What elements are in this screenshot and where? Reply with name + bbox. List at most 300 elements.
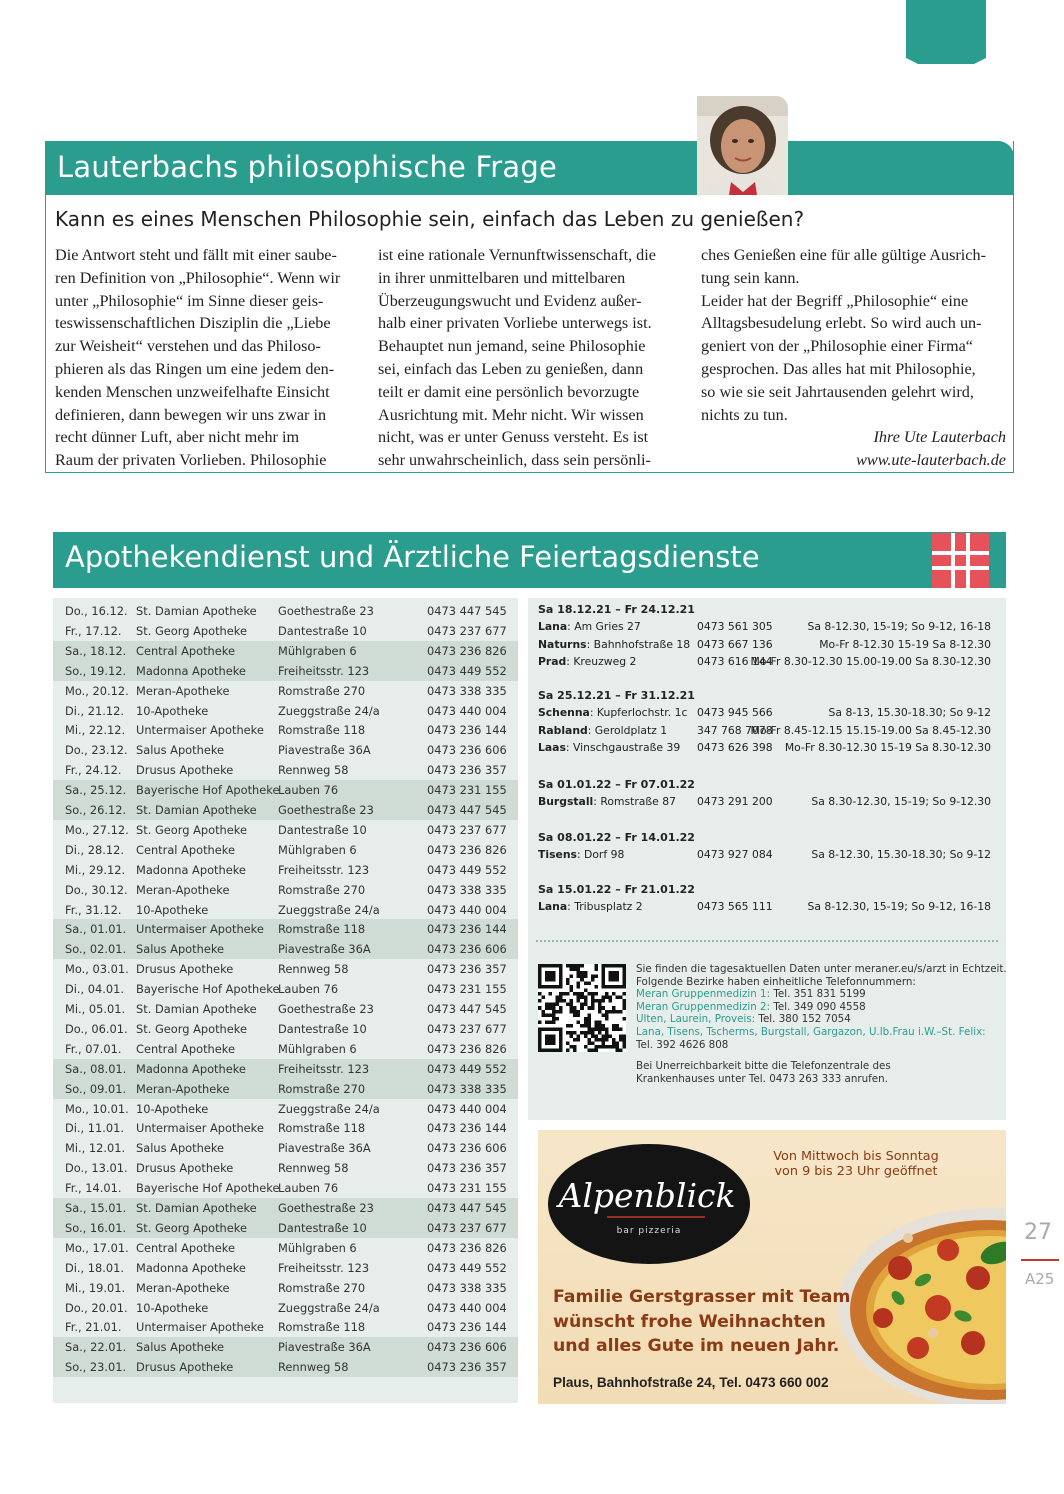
row-phone: 0473 236 606 [427,1340,507,1355]
service-period-group [538,603,993,673]
row-pharmacy-name: Meran-Apotheke [136,1081,230,1096]
row-pharmacy-name: Drusus Apotheke [136,1360,234,1375]
table-row [53,760,518,780]
spacer [636,1051,996,1060]
row-pharmacy-name: Untermaiser Apotheke [136,1320,264,1335]
row-pharmacy-name: Bayerische Hof Apotheke [136,783,280,798]
opening-hours [736,1149,976,1179]
row-date: So., 02.01. [65,942,127,957]
row-pharmacy-name: Central Apotheke [136,1240,235,1255]
row-date: Mi., 19.01. [65,1280,126,1295]
page-number: 27 [1024,1220,1052,1245]
row-phone: 0473 236 826 [427,1041,507,1056]
info-line [636,1001,996,1014]
row-phone: 0473 447 545 [427,803,507,817]
text-line: sehr unwahrscheinlich, dass sein persönli- [378,451,651,470]
row-date: Sa., 22.01. [65,1340,127,1355]
row-street: Goethestraße 23 [278,1002,374,1016]
row-date: Mi., 05.01. [65,1002,126,1016]
service-entry [538,655,993,673]
row-street: Freiheitsstr. 123 [278,663,370,678]
text-line: halb einer privaten Vorliebe unterwegs ist. [378,314,652,333]
row-street: Goethestraße 23 [278,1201,374,1215]
row-pharmacy-name: St. Damian Apotheke [136,803,257,817]
row-street: Romstraße 270 [278,683,366,698]
service-address: : Tribusplatz 2 [567,900,643,913]
row-pharmacy-name: Madonna Apotheke [136,663,246,678]
qr-code-icon[interactable] [538,963,626,1053]
table-row [53,800,518,820]
district-label: Meran Gruppenmedizin 2: [636,1000,771,1013]
row-phone: 0473 449 552 [427,1061,507,1076]
table-row [53,1218,518,1238]
row-street: Romstraße 270 [278,882,366,897]
service-entry [538,900,993,918]
row-date: Mi., 12.01. [65,1141,126,1156]
text-line: so wie sie seit Jahrtausenden gelehrt wird, [701,382,974,401]
hours-line: von 9 bis 23 Uhr geöffnet [774,1164,938,1179]
row-date: Mi., 29.12. [65,862,126,877]
row-date: Mo., 20.12. [65,683,129,698]
table-row [53,601,518,621]
row-street: Rennweg 58 [278,763,349,778]
table-row [53,979,518,999]
slogan-line: wünscht frohe Weihnachten [553,1311,826,1332]
row-pharmacy-name: Meran-Apotheke [136,1280,230,1295]
table-row [53,1079,518,1099]
row-pharmacy-name: Central Apotheke [136,643,235,658]
text-line: teswissenschaftlichen Disziplin die „Liebe [55,314,331,333]
row-phone: 0473 236 357 [427,1161,507,1176]
service-location [538,848,624,861]
row-street: Mühlgraben 6 [278,643,357,658]
row-street: Mühlgraben 6 [278,842,357,857]
text-line: kenden Menschen unzweifelhafte Einsicht [55,382,330,401]
service-location [538,638,690,651]
row-pharmacy-name: Salus Apotheke [136,1340,225,1355]
text-line: phieren als das Ringen um eine jedem den- [55,359,335,378]
info-line [636,988,996,1001]
row-phone: 0473 236 826 [427,842,507,857]
text-line: Alltagsbesudelung erlebt. So wird auch un- [701,314,982,333]
row-street: Zueggstraße 24/a [278,1101,380,1116]
service-hours: Mo-Fr 8.45-12.15 15.15-19.00 Sa 8.45-12.30 [750,723,991,737]
row-date: Do., 06.01. [65,1021,128,1036]
row-pharmacy-name: Meran-Apotheke [136,683,230,698]
philosophy-title: Lauterbachs philosophische Frage [57,150,558,184]
row-phone: 0473 338 335 [427,882,507,897]
table-row [53,621,518,641]
text-line: tung sein kann. [701,268,800,287]
service-location [538,900,643,913]
service-hours: Mo-Fr 8.30-12.30 15-19 Sa 8.30-12.30 [784,741,991,755]
row-street: Lauben 76 [278,783,339,798]
dotted-divider [536,940,998,942]
service-hours: Sa 8-12.30, 15.30-18.30; So 9-12 [811,848,991,861]
table-row [53,661,518,681]
pharmacy-title: Apothekendienst und Ärztliche Feiertagsdienste [65,540,760,574]
row-pharmacy-name: Salus Apotheke [136,942,225,957]
pizza-image [838,1198,1006,1404]
info-line: Bei Unerreichbarkeit bitte die Telefonzentrale des [636,1060,891,1073]
page-number-divider [1021,1259,1059,1261]
row-pharmacy-name: St. Damian Apotheke [136,1201,257,1215]
row-phone: 0473 338 335 [427,683,507,698]
row-street: Rennweg 58 [278,962,349,977]
service-address: : Vinschgaustraße 39 [565,741,681,755]
service-entry [538,741,993,759]
row-date: Mo., 27.12. [65,822,129,837]
table-row [53,1357,518,1377]
page-code: A25 [1025,1270,1055,1288]
row-pharmacy-name: Madonna Apotheke [136,1061,246,1076]
service-period-group [538,883,993,918]
row-phone: 0473 236 357 [427,962,507,977]
table-row [53,1298,518,1318]
row-pharmacy-name: St. Georg Apotheke [136,623,247,638]
row-phone: 0473 236 826 [427,1240,507,1255]
service-entry [538,620,993,638]
row-phone: 0473 236 144 [427,1320,507,1335]
row-street: Zueggstraße 24/a [278,902,380,917]
service-hours: Sa 8-12.30, 15-19; So 9-12, 16-18 [807,900,991,913]
row-date: Fr., 31.12. [65,902,122,917]
text-line: ist eine rationale Vernunftwissenschaft, die [378,246,656,264]
district-phone: Tel. 380 152 7054 [755,1013,851,1026]
service-phone: 0473 291 200 [697,795,773,808]
service-period: Sa 25.12.21 – Fr 31.12.21 [538,689,695,702]
row-date: Fr., 14.01. [65,1181,122,1196]
service-phone: 347 768 7078 [697,723,773,737]
service-town: Laas [538,741,566,755]
service-town: Naturns [538,637,587,651]
table-row [53,999,518,1019]
row-pharmacy-name: Bayerische Hof Apotheke [136,1181,280,1196]
row-street: Lauben 76 [278,1181,339,1196]
row-phone: 0473 447 545 [427,1002,507,1016]
service-town: Tisens [538,848,577,861]
row-date: So., 23.01. [65,1360,127,1375]
row-pharmacy-name: Madonna Apotheke [136,1260,246,1275]
table-row [53,900,518,920]
info-line: Folgende Bezirke haben einheitliche Telefonnummern: [636,975,916,988]
row-pharmacy-name: Drusus Apotheke [136,763,234,778]
table-row [53,1337,518,1357]
philosophy-question: Kann es eines Menschen Philosophie sein, einfach das Leben zu genießen? [55,207,805,231]
table-row [53,1258,518,1278]
service-town: Lana [538,620,568,633]
service-town: Burgstall [538,795,594,808]
row-phone: 0473 237 677 [427,1021,507,1036]
service-phone: 0473 626 398 [697,741,773,755]
logo-text: Alpenblick [558,1176,736,1215]
row-date: Do., 13.01. [65,1161,128,1176]
row-date: Do., 23.12. [65,743,128,758]
row-pharmacy-name: 10-Apotheke [136,1101,209,1116]
row-phone: 0473 231 155 [427,1181,507,1196]
row-street: Mühlgraben 6 [278,1041,357,1056]
row-pharmacy-name: 10-Apotheke [136,1300,209,1315]
row-street: Rennweg 58 [278,1161,349,1176]
row-pharmacy-name: St. Damian Apotheke [136,1002,257,1016]
text-line: teilt er damit eine persönlich bevorzugte [378,382,640,401]
text-line: Die Antwort steht und fällt mit einer saube- [55,246,337,264]
page-corner-tab [906,0,986,64]
service-address: : Romstraße 87 [593,795,676,808]
row-street: Goethestraße 23 [278,604,374,618]
row-pharmacy-name: Drusus Apotheke [136,962,234,977]
row-date: Do., 30.12. [65,882,128,897]
table-row [53,1198,518,1218]
service-period-group [538,689,993,759]
info-line [636,1013,996,1026]
row-date: Di., 21.12. [65,703,125,718]
service-phone: 0473 565 111 [697,900,773,913]
table-row [53,1278,518,1298]
text-line: gesprochen. Das alles hat mit Philosophie, [701,359,976,378]
row-phone: 0473 338 335 [427,1280,507,1295]
row-phone: 0473 236 144 [427,1121,507,1136]
row-street: Romstraße 270 [278,1280,366,1295]
row-date: Do., 20.01. [65,1300,128,1315]
row-street: Mühlgraben 6 [278,1240,357,1255]
row-street: Romstraße 118 [278,1320,366,1335]
text-line: Behauptet nun jemand, seine Philosophie [378,337,646,356]
table-row [53,1099,518,1119]
table-row [53,701,518,721]
text-line: zur Weisheit“ verstehen und das Philoso- [55,337,321,356]
table-row [53,919,518,939]
row-street: Rennweg 58 [278,1360,349,1375]
service-period: Sa 18.12.21 – Fr 24.12.21 [538,603,695,616]
author-signature: Ihre Ute Lauterbach [873,428,1006,447]
row-phone: 0473 231 155 [427,783,507,798]
row-date: Di., 28.12. [65,842,125,857]
row-phone: 0473 236 826 [427,643,507,658]
row-phone: 0473 447 545 [427,604,507,618]
row-phone: 0473 449 552 [427,663,507,678]
service-location [538,620,641,633]
service-period: Sa 08.01.22 – Fr 14.01.22 [538,831,695,844]
row-pharmacy-name: Untermaiser Apotheke [136,1121,264,1136]
text-line: nichts zu tun. [701,405,788,424]
text-line: Raum der privaten Vorlieben. Philosophie [55,451,327,470]
row-phone: 0473 447 545 [427,1201,507,1215]
row-date: Fr., 07.01. [65,1041,122,1056]
service-phone: 0473 561 305 [697,620,773,633]
row-street: Piavestraße 36A [278,1340,371,1355]
service-phone: 0473 616 144 [697,655,773,669]
table-row [53,939,518,959]
row-phone: 0473 236 357 [427,1360,507,1375]
district-phone: Tel. 351 831 5199 [770,988,866,1001]
row-pharmacy-name: Meran-Apotheke [136,882,230,897]
pizzeria-logo [547,1143,752,1265]
row-date: Sa., 01.01. [65,922,127,937]
row-phone: 0473 236 144 [427,922,507,937]
row-date: Sa., 18.12. [65,643,127,658]
philosophy-column-2 [378,244,678,472]
row-pharmacy-name: 10-Apotheke [136,902,209,917]
table-row [53,1039,518,1059]
row-date: So., 09.01. [65,1081,127,1096]
row-date: Fr., 21.01. [65,1320,122,1335]
row-street: Piavestraße 36A [278,743,371,758]
service-address: : Dorf 98 [576,848,625,861]
service-hours: Mo-Fr 8.30-12.30 15.00-19.00 Sa 8.30-12.30 [750,655,991,669]
table-row [53,1178,518,1198]
table-row [53,1317,518,1337]
service-address: : Kreuzweg 2 [566,655,637,669]
service-period-group [538,831,993,866]
service-period: Sa 01.01.22 – Fr 07.01.22 [538,778,695,791]
text-line: ches Genießen eine für alle gültige Ausrich- [701,246,986,264]
table-row [53,1138,518,1158]
service-address: : Am Gries 27 [567,620,641,633]
table-row [53,1238,518,1258]
ad-address: Plaus, Bahnhofstraße 24, Tel. 0473 660 002 [553,1375,829,1390]
row-date: Mi., 22.12. [65,723,126,738]
row-pharmacy-name: Drusus Apotheke [136,1161,234,1176]
row-pharmacy-name: Salus Apotheke [136,1141,225,1156]
row-phone: 0473 237 677 [427,623,507,638]
row-street: Dantestraße 10 [278,1021,367,1036]
row-pharmacy-name: 10-Apotheke [136,703,209,718]
service-town: Prad [538,655,567,669]
district-label: Ulten, Laurein, Proveis: [636,1013,756,1026]
row-pharmacy-name: Untermaiser Apotheke [136,922,264,937]
row-pharmacy-name: St. Georg Apotheke [136,1021,247,1036]
service-entry [538,706,993,724]
info-line: Sie finden die tagesaktuellen Daten unter meraner.eu/s/arzt in Echtzeit. [636,963,1007,975]
service-hours: Mo-Fr 8-12.30 15-19 Sa 8-12.30 [819,637,991,651]
service-location [538,795,676,808]
slogan-line: Familie Gerstgrasser mit Team [553,1287,851,1307]
service-address: : Kupferlochstr. 1c [589,706,688,719]
row-date: Mo., 17.01. [65,1240,129,1255]
row-street: Freiheitsstr. 123 [278,1260,370,1275]
row-date: Sa., 08.01. [65,1061,127,1076]
table-row [53,1158,518,1178]
text-line: recht dünner Luft, aber nicht mehr im [55,428,300,447]
row-date: Di., 18.01. [65,1260,125,1275]
row-date: Di., 04.01. [65,982,125,997]
text-line: Ausrichtung mit. Mehr nicht. Wir wissen [378,405,644,424]
service-entry [538,795,993,813]
row-street: Romstraße 118 [278,1121,366,1136]
row-phone: 0473 440 004 [427,703,507,718]
row-street: Freiheitsstr. 123 [278,1061,370,1076]
row-street: Zueggstraße 24/a [278,1300,380,1315]
service-location [538,655,636,668]
row-date: Fr., 24.12. [65,763,122,778]
text-line: nicht, was er unter Genuss versteht. Es ist [378,428,649,447]
service-town: Lana [538,900,568,913]
service-location [538,741,680,754]
row-phone: 0473 440 004 [427,1101,507,1116]
author-website[interactable]: www.ute-lauterbach.de [856,451,1006,470]
row-pharmacy-name: St. Georg Apotheke [136,1220,247,1235]
table-row [53,740,518,760]
table-row [53,959,518,979]
table-row [53,681,518,701]
row-street: Piavestraße 36A [278,942,371,957]
row-street: Dantestraße 10 [278,822,367,837]
service-address: : Bahnhofstraße 18 [586,637,691,651]
text-line: in ihrer unmittelbaren und mittelbaren [378,268,626,287]
row-phone: 0473 237 677 [427,822,507,837]
ad-slogan [553,1285,850,1359]
text-line: geniert von der „Philosophie einer Firma“ [701,337,973,356]
service-town: Rabland [538,723,588,737]
text-line: unter „Philosophie“ im Sinne dieser geis- [55,291,324,310]
service-hours: Sa 8.30-12.30, 15-19; So 9-12.30 [811,795,991,808]
philosophy-column-3 [701,244,1006,472]
medical-cross-icon [932,533,989,588]
row-street: Goethestraße 23 [278,803,374,817]
row-phone: 0473 237 677 [427,1220,507,1235]
row-pharmacy-name: Salus Apotheke [136,743,225,758]
table-row [53,641,518,661]
table-row [53,1118,518,1138]
service-hours: Sa 8-12.30, 15-19; So 9-12, 16-18 [807,620,991,633]
row-street: Romstraße 270 [278,1081,366,1096]
service-entry [538,848,993,866]
service-entry [538,638,993,656]
district-phone: Tel. 392 4626 808 [636,1038,729,1051]
table-row [53,1059,518,1079]
row-phone: 0473 231 155 [427,982,507,997]
table-row [53,840,518,860]
row-phone: 0473 236 606 [427,743,507,758]
row-street: Romstraße 118 [278,723,366,738]
row-street: Dantestraße 10 [278,623,367,638]
service-town: Schenna [538,706,590,719]
row-date: Do., 16.12. [65,604,128,618]
service-period: Sa 15.01.22 – Fr 21.01.22 [538,883,695,896]
hours-line: Von Mittwoch bis Sonntag [773,1149,939,1164]
row-phone: 0473 449 552 [427,862,507,877]
text-line: sei, einfach das Leben zu genießen, dann [378,359,644,378]
service-entry [538,724,993,742]
row-date: Sa., 25.12. [65,783,127,798]
row-pharmacy-name: Bayerische Hof Apotheke [136,982,280,997]
row-pharmacy-name: St. Georg Apotheke [136,822,247,837]
info-text-block [636,963,1007,1085]
table-row [53,720,518,740]
row-pharmacy-name: Central Apotheke [136,842,235,857]
row-date: Mo., 03.01. [65,962,129,977]
service-phone: 0473 945 566 [697,706,773,719]
table-row [53,820,518,840]
table-row [53,780,518,800]
info-line: Krankenhauses unter Tel. 0473 263 333 anrufen. [636,1072,888,1085]
row-street: Dantestraße 10 [278,1220,367,1235]
row-phone: 0473 440 004 [427,1300,507,1315]
row-pharmacy-name: Untermaiser Apotheke [136,723,264,738]
philosophy-column-1 [55,244,355,472]
row-street: Lauben 76 [278,982,339,997]
row-date: Fr., 17.12. [65,623,122,638]
table-row [53,860,518,880]
row-phone: 0473 338 335 [427,1081,507,1096]
row-pharmacy-name: Madonna Apotheke [136,862,246,877]
service-phone: 0473 927 084 [697,848,773,861]
row-pharmacy-name: St. Damian Apotheke [136,604,257,618]
row-phone: 0473 440 004 [427,902,507,917]
row-date: Di., 11.01. [65,1121,125,1136]
row-date: Mo., 10.01. [65,1101,129,1116]
